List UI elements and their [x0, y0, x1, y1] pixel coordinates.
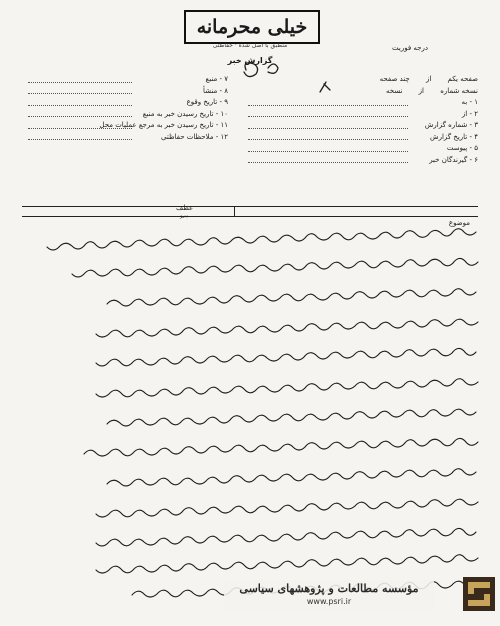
meta-row: ۱۰ - تاریخ رسیدن خبر به منبع: [28, 109, 228, 121]
meta-copy-line: نسخه شماره از نسخه: [385, 86, 478, 95]
stamp-text: خیلی محرمانه: [196, 16, 308, 38]
publisher-footer: [224, 580, 434, 610]
meta-row: ۱۲ - ملاحظات حفاظتی: [28, 132, 228, 144]
eval-label: عطف: [176, 204, 194, 212]
subject-label: موضوع: [448, 219, 470, 227]
meta-row: ۳ - شماره گزارش: [248, 120, 478, 132]
institute-name: مؤسسه مطالعات و پژوهشهای سیاسی: [239, 582, 419, 595]
meta-row: ۱۱ - تاریخ رسیدن خبر به مرجع عملیات محل: [28, 120, 228, 132]
institute-logo-icon: [462, 576, 496, 612]
meta-row: ۷ - منبع: [28, 74, 228, 86]
meta-row: ۶ - گیرندگان خبر: [248, 155, 478, 167]
eval-sub-label: پیرو: [180, 213, 189, 219]
meta-row: ۲ - از: [248, 109, 478, 121]
classification-label: درجه فوریت: [392, 44, 428, 52]
meta-row: ۱ - به: [248, 97, 478, 109]
meta-row: ۹ - تاریخ وقوع: [28, 97, 228, 109]
report-title: گزارش خبر: [227, 56, 273, 65]
meta-row: ۴ - تاریخ گزارش: [248, 132, 478, 144]
meta-row: ۸ - منشأ: [28, 86, 228, 98]
stamp-subtext: منطبق با اصل شده · حفاظتی: [212, 42, 288, 49]
meta-row: ۵ - پیوست: [248, 143, 478, 155]
meta-top-line: صفحه یکم از چند صفحه: [379, 75, 478, 83]
website-url: www.psri.ir: [306, 597, 352, 606]
